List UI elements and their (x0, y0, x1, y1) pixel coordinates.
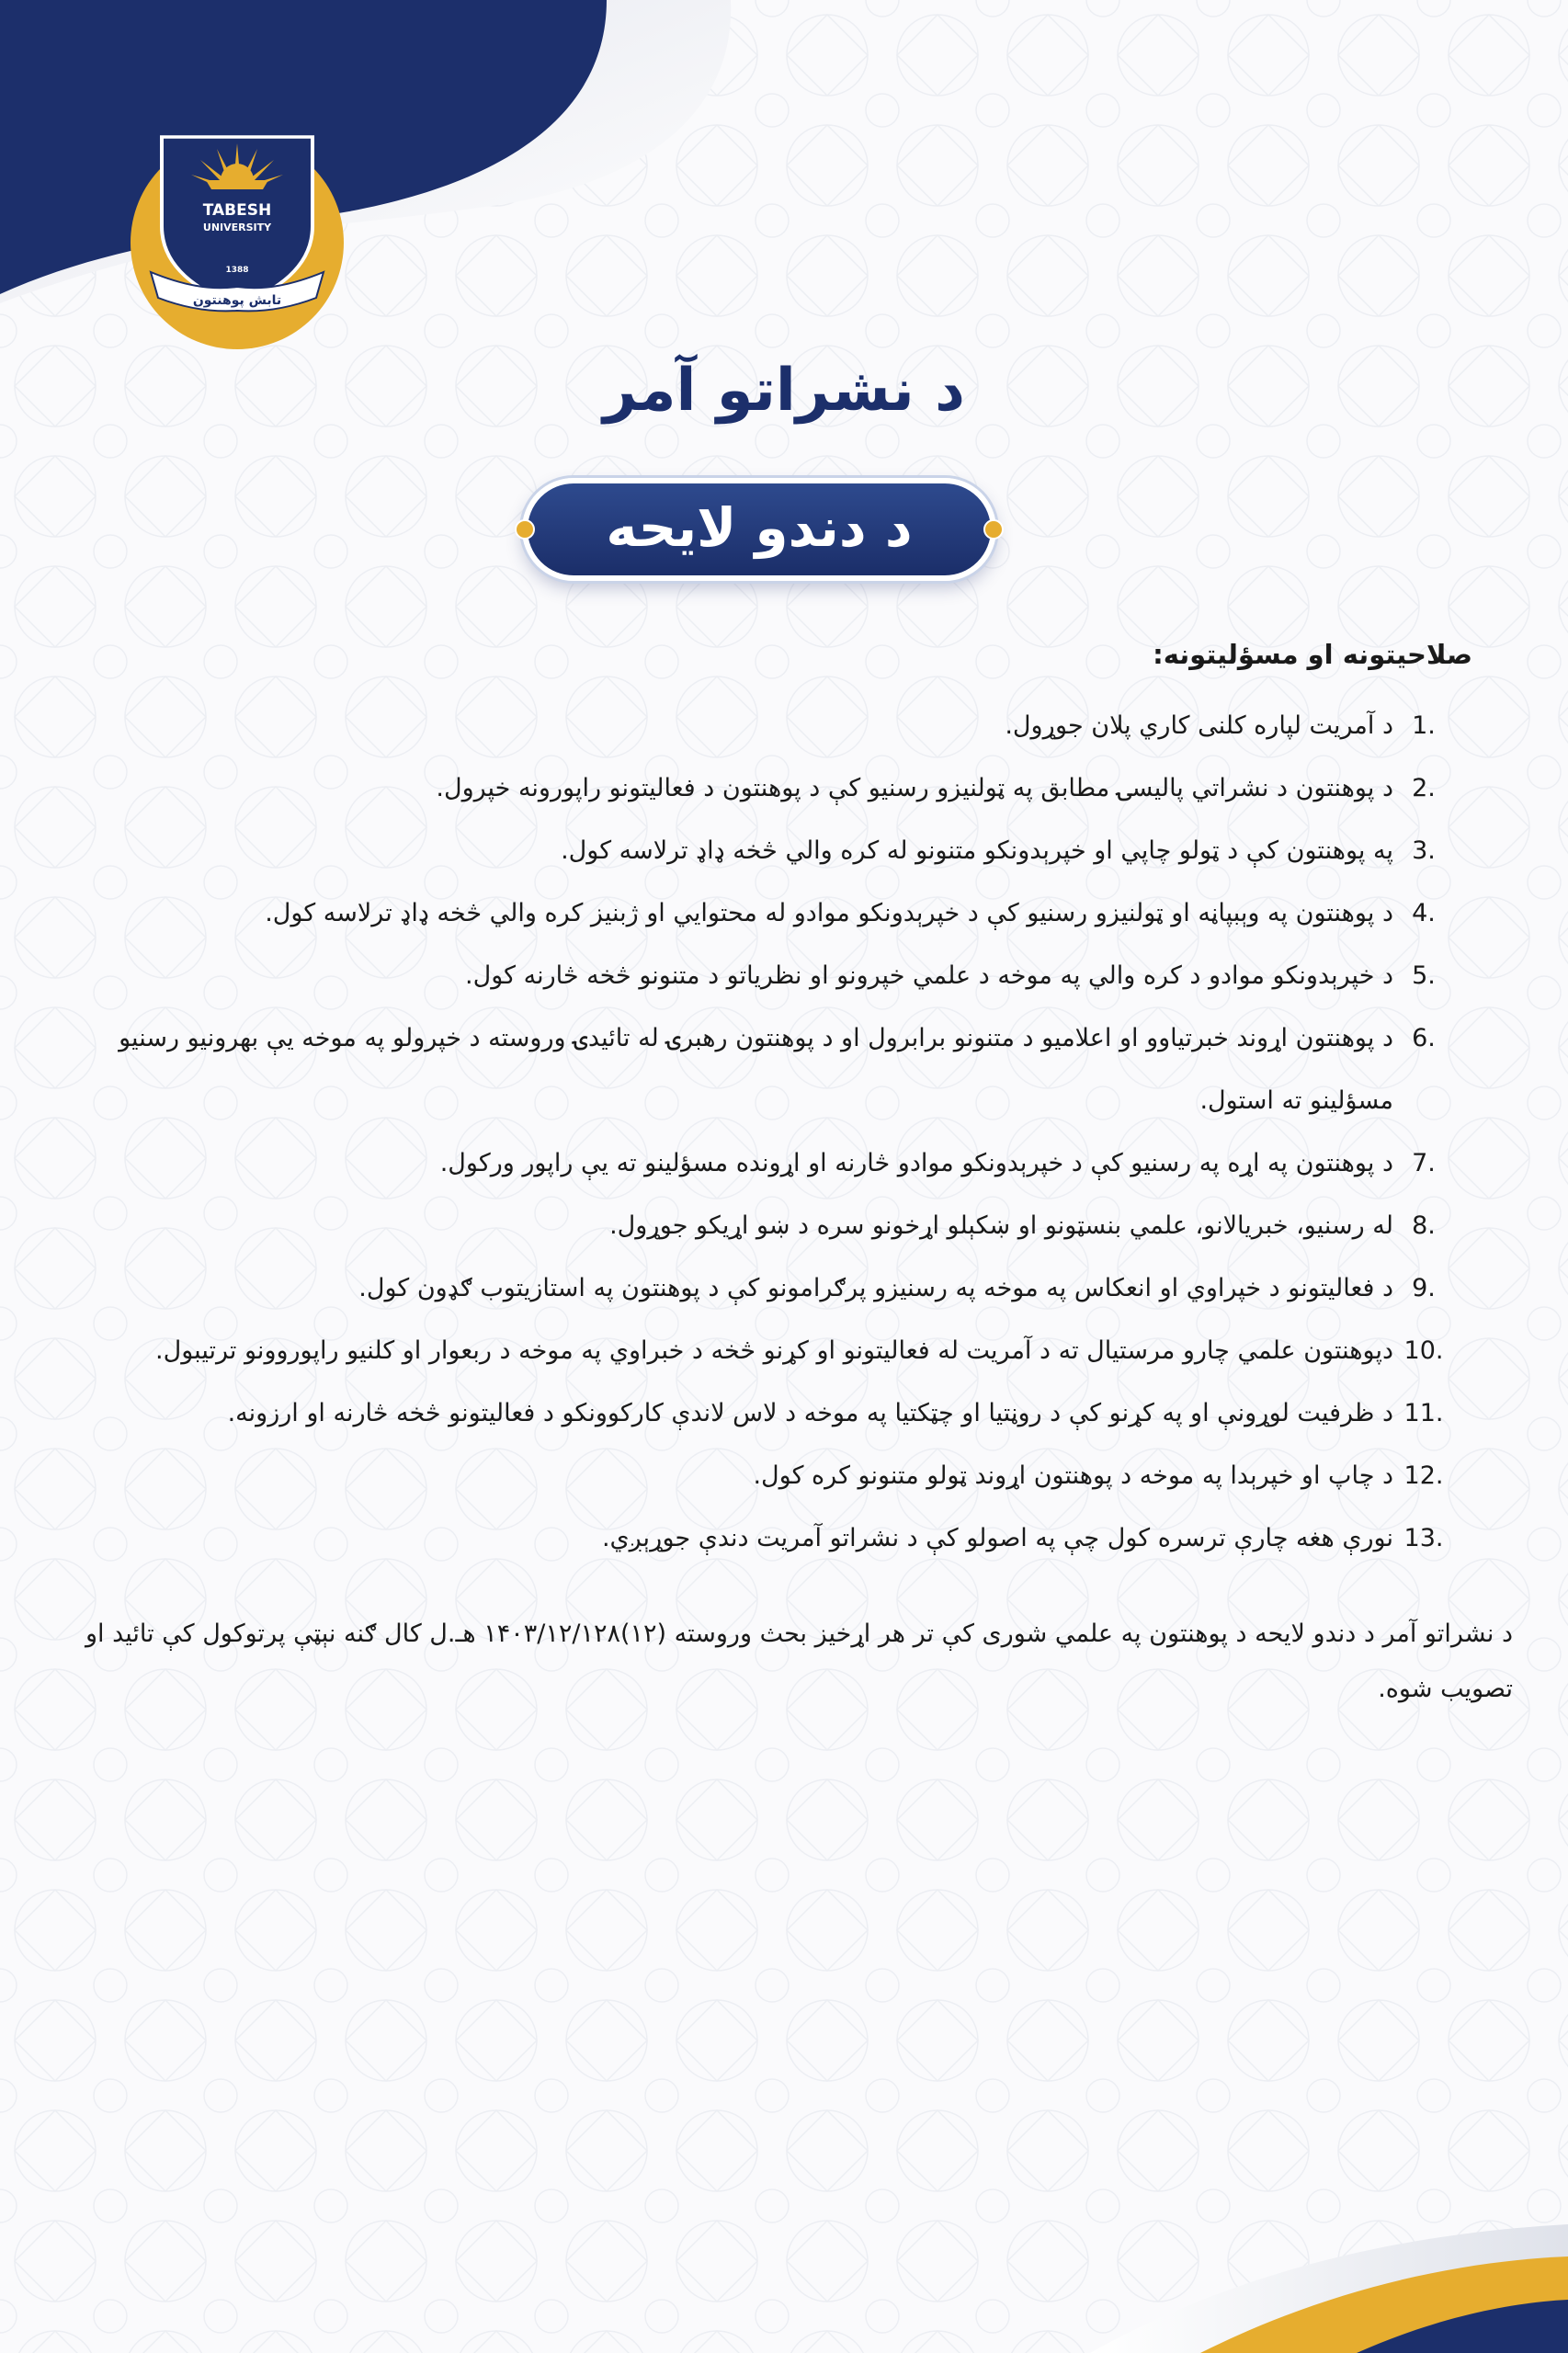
top-left-decoration (0, 0, 754, 331)
list-item-text: د ظرفیت لوړونې او په کړنو کې د روڼتیا او چټکتیا په موخه د لاس لاندې کارکوونکو د فعالیتونو څخه څارنه او ارزونه. (227, 1399, 1393, 1427)
list-item-number: 7. (1412, 1149, 1436, 1177)
list-item-text: په پوهنتون کې د ټولو چاپي او خپرېدونکو متنونو له کره والي څخه ډاډ ترلاسه کول. (561, 836, 1393, 865)
subtitle-text: د دندو لایحه (606, 496, 913, 559)
closing-paragraph: د نشراتو آمر د دندو لایحه د پوهنتون په علمي شورى کې تر هر اړخیز بحث وروسته (۱۲)۱۴۰۳/۱۲/۱۲۸ هـ.ل کال ګنه نېټې پرتوکول کې تائید او تصویب شوه. (85, 1620, 1513, 1703)
list-item (85, 820, 1472, 882)
list-item-text: د آمریت لپاره کلنی کاري پلان جوړول. (1005, 711, 1393, 740)
section-heading: صلاحیتونه او مسؤلیتونه: (1153, 639, 1472, 670)
list-item-text: له رسنیو، خبریالانو، علمي بنسټونو او ښکېلو اړخونو سره د ښو اړیکو جوړول. (609, 1211, 1393, 1240)
list-item-text: نورې هغه چارې ترسره کول چې په اصولو کې د نشراتو آمریت دندې جوړېږي. (601, 1524, 1393, 1552)
bottom-right-decoration (925, 2169, 1568, 2353)
list-item-text: د خپرېدونکو موادو د کره والي په موخه د علمي خپرونو او نظریاتو د متنونو څخه څارنه کول. (465, 961, 1393, 990)
list-item (85, 882, 1472, 945)
list-item (85, 1507, 1472, 1570)
list-item (85, 945, 1472, 1007)
list-item-number: 4. (1412, 899, 1436, 927)
document-body (85, 634, 1513, 1717)
list-item-number: 13. (1403, 1524, 1444, 1552)
list-item-number: 6. (1412, 1024, 1436, 1052)
list-item-number: 2. (1412, 774, 1436, 802)
page-title: د نشراتو آمر (603, 357, 965, 425)
list-item-number: 3. (1412, 836, 1436, 865)
list-item-text: دپوهنتون علمي چارو مرستیال ته د آمریت له فعالیتونو او کړنو څخه د خبراوي په موخه د ربعوار او کلنیو راپوروونو ترتیبول. (155, 1336, 1393, 1365)
list-item-text: د پوهنتون په وېبپاڼه او ټولنیزو رسنیو کې د خپرېدونکو موادو له محتوایي او ژبنيز کره والي څخه ډاډ ترلاسه کول. (265, 899, 1393, 927)
logo-name-line2: UNIVERSITY (202, 222, 272, 233)
logo-year: 1388 (225, 266, 249, 275)
list-item-text: د چاپ او خپرېدا په موخه د پوهنتون اړوند ټولو متنونو کره کول. (753, 1461, 1393, 1490)
list-item-text: د فعالیتونو د خپراوي او انعکاس په موخه په رسنیزو پرګرامونو کې د پوهنتون په استازیتوب ګډون کول. (358, 1274, 1393, 1302)
list-item-number: 10. (1403, 1336, 1444, 1365)
list-item-text: د پوهنتون په اړه په رسنیو کې د خپرېدونکو موادو څارنه او اړونده مسؤلینو ته یې راپور ورکول. (439, 1149, 1393, 1177)
list-item (85, 1320, 1472, 1382)
list-item (85, 1007, 1472, 1132)
subtitle-banner (522, 478, 996, 581)
university-logo (118, 123, 357, 362)
list-item-number: 12. (1403, 1461, 1444, 1490)
list-item-text: د پوهنتون د نشراتي پالیسۍ مطابق په ټولنیزو رسنیو کې د پوهنتون د فعالیتونو راپورونه خپرول. (436, 774, 1393, 802)
list-item (85, 695, 1472, 757)
list-item-number: 11. (1403, 1399, 1444, 1427)
list-item (85, 1132, 1472, 1195)
list-item (85, 1195, 1472, 1257)
logo-ribbon-text: تابش پوهنتون (192, 293, 282, 308)
list-item-number: 9. (1412, 1274, 1436, 1302)
list-item-number: 1. (1412, 711, 1436, 740)
list-item-number: 5. (1412, 961, 1436, 990)
logo-name-line1: TABESH (202, 201, 272, 220)
list-item-number: 8. (1412, 1211, 1436, 1240)
list-item (85, 757, 1472, 820)
list-item (85, 1445, 1472, 1507)
list-item (85, 1257, 1472, 1320)
list-item (85, 1382, 1472, 1445)
list-item-text: د پوهنتون اړوند خبرتیاوو او اعلامیو د متنونو برابرول او د پوهنتون رهبرۍ له تائیدۍ وروسته د خپرولو په موخه یې بهرونیو رسنیو مسؤلینو ته استول. (119, 1024, 1393, 1115)
